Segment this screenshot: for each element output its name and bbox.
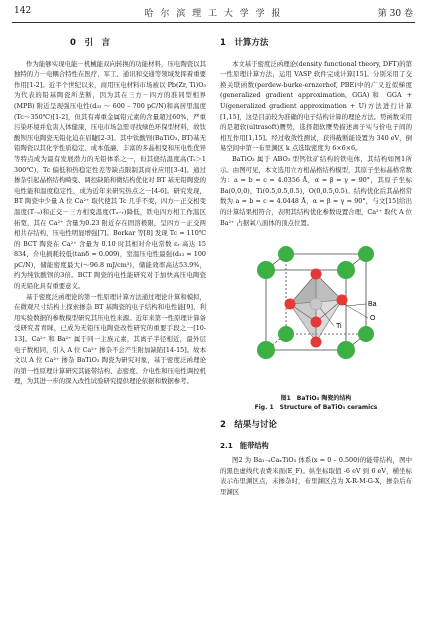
section-heading-introduction: 0 引 言 [70, 38, 110, 48]
figure-caption-cn: 图1 BaTiO₃ 陶瓷的结构 [280, 395, 352, 403]
crystal-structure-diagram [220, 232, 412, 392]
ba-atom [257, 261, 275, 279]
ba-atom [358, 246, 374, 262]
ba-atom [278, 326, 294, 342]
method-paragraph-1: 本文基于密度泛函理论(density functional theory, DFT)的第一性原理计算方法，运用 VASP 软件完成计算[15]。分别采用了交换关联函数(perdew-burke-ernzerhof, PBE)中的广义近似梯度(generalized gradient approximation, GGA)和 GGA + U(generalized gradient approximation + U)方法进行计算[1,15]，这是目前较为准确的电子结构计算的理论方法。势函数采用的是超软(ultrasoft)赝势，选择超软赝势描述离子实与价电子间的相互作用[1,15]。经过收敛性测试，获得截断能设置为 340 eV，倒易空间中第一布里渊区 k 点选取密度为 6×6×6。 [220, 59, 412, 153]
results-paragraph-1: 图2 为 Ba₁₋ₓCaₓTiO₃ 体系(x = 0 – 0.500)的能带结构，图中的黑色虚线代表费米面(E_F)。纵坐标取值 -6 eV 到 6 eV，横坐标表示布里渊区点，未掺杂时，布里渊区点为 X-R-M-G-X，掺杂后布里渊区 [220, 456, 412, 497]
o-atom [311, 337, 322, 348]
page-header [0, 0, 427, 24]
intro-paragraph-1: 作为能够实现电能－机械能双向转换的功能材料，压电陶瓷以其独特的力－电耦合特性在医疗、军工、通讯和交通等领域发挥着重要作用[1-2]。近半个世纪以来，商用压电材料市场被以 Pb(Zr, Ti)O₃ 为代表的铅基陶瓷所垄断，因为其在三方－四方的准同型相界(MPB) 附近呈现强压电性(d₃₃ ～ 600 – 700 pC/N)和高居里温度(Tc～350℃)[1-2]，但其有毒重金属铅元素的含量超过60%，严重污染环境并危害人体健康，压电市场急需寻找绿色环保型材料，故钛酸钡压电陶瓷无铅化迫在眉睫[2-3]。其中钛酸钡(BaTiO₃, BT)基无铅陶瓷以其化学性质稳定、成本低廉、丰富的多晶相变和压电性优异等特点成为最有发展潜力的无铅体系之一，但其烧结温度高(Tₛ＞1 300℃)、Tc 偏低和热稳定性差等缺点限制其商业应用[3-4]。通过掺杂引起晶格结构畸变、调控缺陷和微结构优化对 BT 基无铅陶瓷的电性能和温度稳定性，成为近年来研究热点之一[4-6]。研究发现，BT 陶瓷中少量 A 位 Ca²⁺ 取代使其 Tc 几乎不变，四方－正交相变温度(T₋ₒ)和正交－三方相变温度(Tₒ₋ᵣ)降低，铁电四方相工作温区拓宽，其在 Ca²⁺ 含量为0.23 附近存在固溶极限，呈四方－正交两相共存结构，压电性明显增强[7]。Borkar 等[8] 发现 Tc = 110℃的 BCT 陶瓷在 Ca²⁺ 含量为 0.10 时其相对介电常数 εᵣ 高达 15 834，介电损耗较低(tanδ = 0.009)，室温压电性最强(d₃₃ = 100 pC/N)，储能密度最大(～96.8 mJ/cm³)，储能效率高达53.9%，约为纯钛酸钡的3倍。BCT 陶瓷的电性能研究对于加快高压电陶瓷的无铅化具有重要意义。 [14, 59, 206, 291]
label-ti: Ti [336, 323, 342, 331]
figure-caption-en: Fig. 1 Structure of BaTiO₃ ceramics [254, 404, 378, 412]
ba-atom [337, 261, 355, 279]
o-atom [337, 295, 348, 306]
section-heading-results: 2 结果与讨论 [220, 420, 277, 431]
left-column [14, 38, 206, 387]
ba-atom [358, 326, 374, 342]
intro-paragraph-2: 基于密度泛函理论的第一性原理计算方法通过理论计算和模拟，在微观尺寸结构上探索掺杂 BT 基陶瓷的电子结构和电性能[9]，利用实验数据的参数模型研究其压电性来源。近年来第一性原理计算备受研究者青睐，已成为无铅压电陶瓷改性研究的重要手段之一[10-13]。Ca²⁺ 和 Ba²⁺ 属于同一主族元素，其离子半径相近，最外层电子数相同，引入 A 位 Ca²⁺ 掺杂不会产生附加缺陷[14-15]。故本文以 A 位 Ca²⁺ 掺杂 BaTiO₃ 陶瓷为研究对象，基于密度泛函理论的第一性原理计算研究其能带结构、态密度、介电性和压电性调控机理，为其进一步的深入改性试验研究提供理论依据和数据参考。 [14, 292, 206, 386]
ba-atom [257, 341, 275, 359]
o-atom [285, 299, 296, 310]
o-atom [311, 317, 322, 328]
method-paragraph-2: BaTiO₃ 属于 ABO₃ 型钙钛矿结构的铁电体，其结构如图1所示。由图可见，本文选用立方相晶格结构模型，其原子坐标晶格常数为：a = b = c = 4.0356 Å，α = β = γ = 90°，其原子坐标 Ba(0,0,0)，Ti(0.5,0.5,0.5)，O(0,0.5,0.5)。结构优化后其晶格常数为 a = b = c = 4.0448 Å，α = β = γ = 90°，与文[15]给出的计算结果相符合，表明其结构优化参数设置合理，Ca²⁺ 取代 A 位 Ba²⁺ 占据氧八面体的顶点位置。 [220, 154, 412, 227]
o-atom [311, 269, 322, 280]
label-o: O [370, 315, 376, 323]
section-heading-method: 1 计算方法 [220, 38, 269, 48]
page-number: 142 [14, 6, 32, 16]
ba-atom [337, 341, 355, 359]
ba-atom [278, 246, 294, 262]
figure-batio3-structure [220, 232, 412, 392]
journal-title: 哈 尔 滨 理 工 大 学 学 报 [144, 9, 283, 19]
header-rule [12, 22, 415, 23]
right-column [220, 38, 412, 498]
volume-label: 第 30 卷 [377, 9, 413, 19]
subsection-heading-band-structure: 2.1 能带结构 [220, 440, 269, 450]
label-ba: Ba [368, 301, 377, 309]
